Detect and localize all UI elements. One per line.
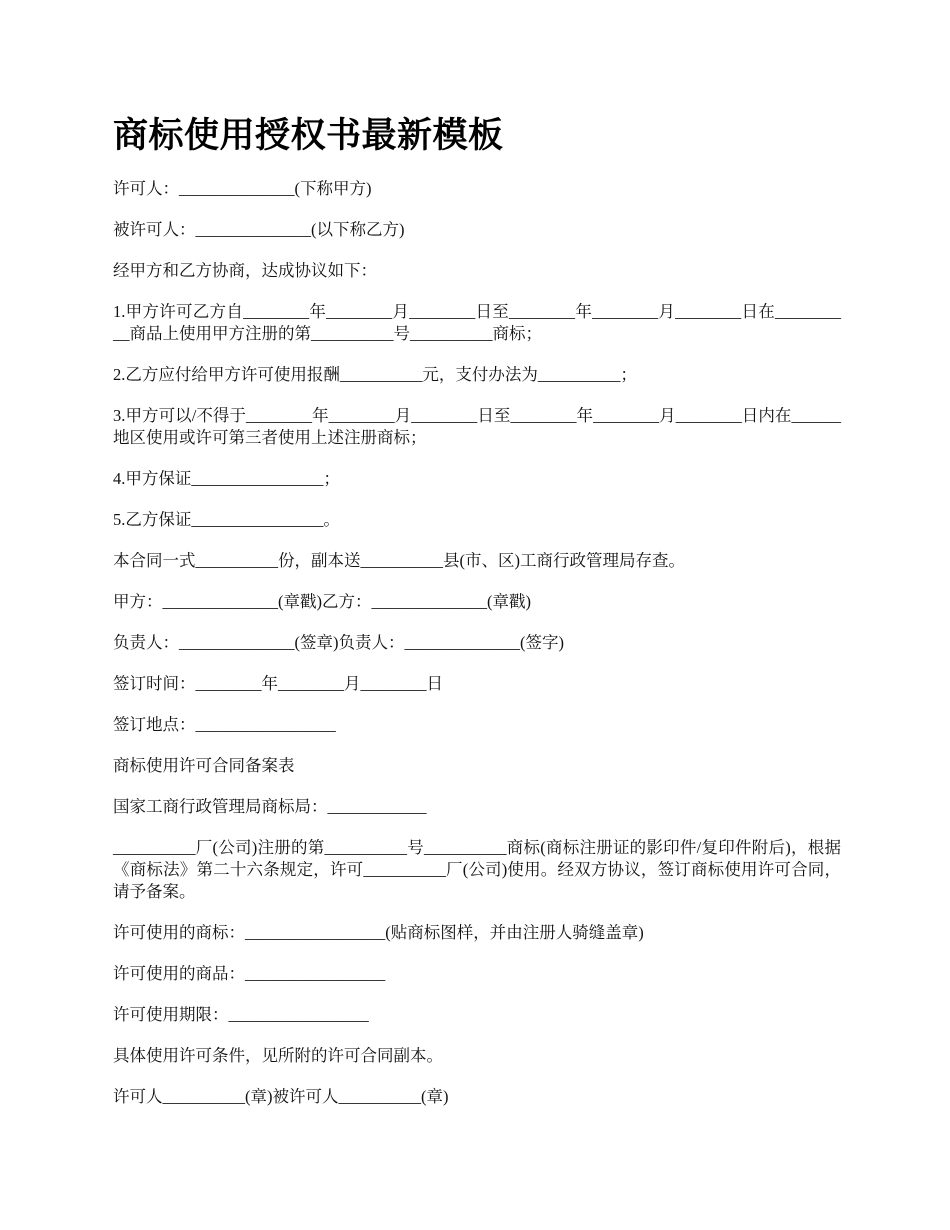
- licensed-trademark-line: 许可使用的商标：_________________(贴商标图样，并由注册人骑缝盖章): [113, 923, 644, 942]
- agreement-intro: 经甲方和乙方协商，达成协议如下：: [113, 261, 377, 280]
- licensed-goods-line: 许可使用的商品：_________________: [113, 964, 386, 983]
- licensor-line: 许可人：______________(下称甲方): [113, 179, 372, 198]
- license-term-line: 许可使用期限：_________________: [113, 1005, 369, 1024]
- document-title: 商标使用授权书最新模板: [113, 116, 504, 156]
- copies-line: 本合同一式__________份，副本送__________县(市、区)工商行政管理局存查。: [113, 551, 685, 570]
- clause-1: 1.甲方许可乙方自________年________月________日至________年________月________日在__________商品上使用甲方注册的第__________号__________商标；: [113, 302, 841, 343]
- signing-place-line: 签订地点：_________________: [113, 715, 336, 734]
- final-signature-line: 许可人__________(章)被许可人__________(章): [113, 1087, 449, 1106]
- signing-date-line: 签订时间：________年________月________日: [113, 674, 443, 693]
- responsible-persons-line: 负责人：______________(签章)负责人：______________(签字): [113, 633, 564, 652]
- licensee-line: 被许可人：______________(以下称乙方): [113, 220, 405, 239]
- parties-seal-line: 甲方：______________(章戳)乙方：______________(章戳): [113, 592, 531, 611]
- document-body: [113, 178, 841, 1127]
- clause-3: 3.甲方可以/不得于________年________月________日至________年________月________日内在______地区使用或许可第三者使用上述注册商标；: [113, 406, 841, 447]
- clause-5: 5.乙方保证________________。: [113, 510, 340, 529]
- conditions-note: 具体使用许可条件，见所附的许可合同副本。: [113, 1046, 443, 1065]
- filing-form-heading: 商标使用许可合同备案表: [113, 756, 295, 775]
- filing-statement: __________厂(公司)注册的第__________号__________商标(商标注册证的影印件/复印件附后)，根据《商标法》第二十六条规定，许可__________厂(公司)使用。经双方协议，签订商标使用许可合同，请予备案。: [113, 838, 841, 901]
- addressee-line: 国家工商行政管理局商标局：____________: [113, 797, 427, 816]
- clause-2: 2.乙方应付给甲方许可使用报酬__________元，支付办法为__________；: [113, 365, 637, 384]
- clause-4: 4.甲方保证________________；: [113, 469, 340, 488]
